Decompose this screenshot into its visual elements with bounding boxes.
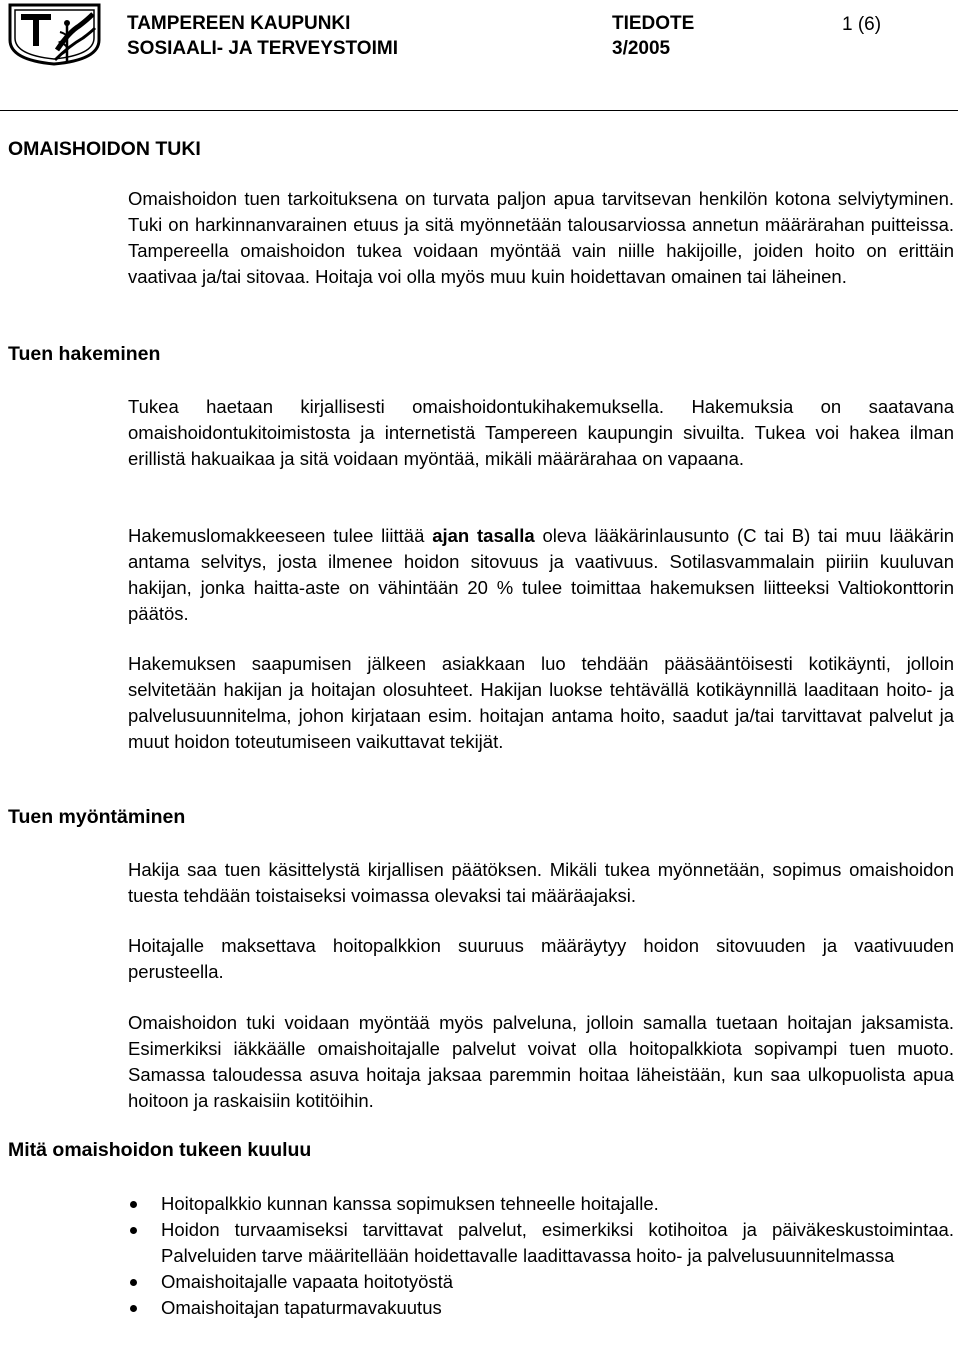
section-heading-hakeminen: Tuen hakeminen (8, 343, 161, 365)
list-item: Hoitopalkkio kunnan kanssa sopimuksen tehneelle hoitajalle. (128, 1191, 954, 1217)
section-heading-myontaminen: Tuen myöntäminen (8, 806, 186, 828)
city-crest-logo (7, 2, 102, 66)
intro-text: Omaishoidon tuen tarkoituksena on turvata paljon apua tarvitsevan henkilön kotona selviytyminen. Tuki on harkinnanvarainen etuus ja sitä myönnetään talousarviossa annetun määrärahan puitteissa. Tampereella omaishoidon tukea voidaan myöntää vain niille hakijoille, joiden hoito on erittäin vaativaa ja/tai sitovaa. Hoitaja voi olla myös muu kuin hoidettavan omainen tai läheinen. (128, 188, 954, 287)
hakeminen-paragraph-1 (128, 394, 954, 472)
bullet-icon (130, 1201, 137, 1208)
section-heading-kuuluu: Mitä omaishoidon tukeen kuuluu (8, 1139, 312, 1161)
bullet-icon (130, 1279, 137, 1286)
intro-paragraph (128, 186, 954, 290)
tampere-city-crest-icon (7, 2, 102, 66)
hakeminen-paragraph-3 (128, 651, 954, 755)
bullet-icon (130, 1305, 137, 1312)
list-item: Omaishoitajalle vapaata hoitotyöstä (128, 1269, 954, 1295)
bullet-icon (130, 1227, 137, 1234)
myontaminen-p1-text: Hakija saa tuen käsittelystä kirjallisen päätöksen. Mikäli tukea myönnetään, sopimus omaishoidon tuesta tehdään toistaiseksi voimassa olevaksi tai määräajaksi. (128, 859, 954, 906)
benefits-list (128, 1191, 954, 1321)
org-department: SOSIAALI- JA TERVEYSTOIMI (127, 38, 398, 59)
myontaminen-p3-text: Omaishoidon tuki voidaan myöntää myös palveluna, jolloin samalla tuetaan hoitajan jaksamista. Esimerkiksi iäkkäälle omaishoitajalle palvelut voivat olla hoitopalkkiota sopivampi tuen muoto. Samassa taloudessa asuva hoitaja jaksaa paremmin hoitaa läheistään, kun saa ulkopuolista apua hoitoon ja raskaisiin kotitöihin. (128, 1012, 954, 1111)
hakeminen-paragraph-2 (128, 523, 954, 627)
hakeminen-p1-text: Tukea haetaan kirjallisesti omaishoidontukihakemuksella. Hakemuksia on saatavana omaishoidontukitoimistosta ja internetistä Tampereen kaupungin sivuilta. Tukea voi hakea ilman erillistä hakuaikaa ja sitä voidaan myöntää, mikäli määrärahaa on vapaana. (128, 396, 954, 469)
hakeminen-p2-text: Hakemuslomakkeeseen tulee liittää ajan tasalla oleva lääkärinlausunto (C tai B) tai muu lääkärin antama selvitys, josta ilmenee hoidon sitovuus ja vaativuus. Sotilasvammalain piiriin kuuluvan hakijan, jonka haitta-aste on vähintään 20 % tulee toimittaa hakemuksen liitteeksi Valtiokonttorin päätös. (128, 525, 954, 624)
emphasis-ajan-tasalla: ajan tasalla (432, 525, 535, 546)
page-title: OMAISHOIDON TUKI (8, 138, 201, 160)
doc-number: 3/2005 (612, 38, 671, 59)
doc-type: TIEDOTE (612, 13, 695, 34)
myontaminen-p2-text: Hoitajalle maksettava hoitopalkkion suuruus määräytyy hoidon sitovuuden ja vaativuuden perusteella. (128, 935, 954, 982)
hakeminen-p3-text: Hakemuksen saapumisen jälkeen asiakkaan luo tehdään pääsääntöisesti kotikäynti, jolloin selvitetään hakijan ja hoitajan olosuhteet. Hakijan luokse tehtävällä kotikäynnillä laaditaan hoito- ja palvelusuunnitelma, johon kirjataan esim. hoitajan antama hoito, saadut ja/tai tarvittavat palvelut ja muut hoidon toteutumiseen vaikuttavat tekijät. (128, 653, 954, 752)
org-name: TAMPEREEN KAUPUNKI (127, 13, 351, 34)
page-number: 1 (6) (842, 14, 882, 35)
header-divider (0, 110, 958, 111)
myontaminen-paragraph-1 (128, 857, 954, 909)
myontaminen-paragraph-2 (128, 933, 954, 985)
list-item: Omaishoitajan tapaturmavakuutus (128, 1295, 954, 1321)
list-item: Hoidon turvaamiseksi tarvittavat palvelut, esimerkiksi kotihoitoa ja päiväkeskustoimintaa. Palveluiden tarve määritellään hoidettavalle laadittavassa hoito- ja palvelusuunnitelmassa (128, 1217, 954, 1269)
myontaminen-paragraph-3 (128, 1010, 954, 1114)
